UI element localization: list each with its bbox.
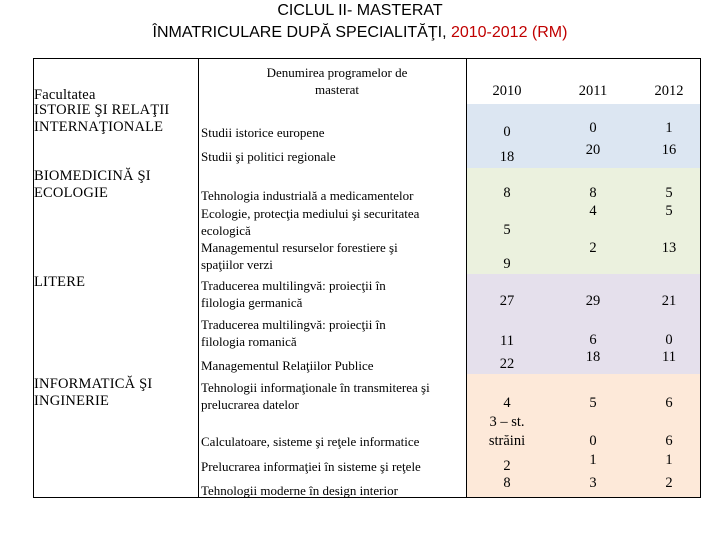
- cell-2011: 2: [589, 240, 597, 256]
- cell-2012: 2: [665, 475, 673, 491]
- program-row: Tehnologii moderne în design interior: [201, 483, 398, 498]
- cell-2011: 6: [589, 332, 597, 348]
- grid-line: [198, 58, 199, 498]
- cell-2012: 1: [665, 120, 673, 136]
- cell-2010: 11: [500, 333, 514, 349]
- cell-2010-note: 3 – st. străini: [488, 414, 526, 449]
- program-row: Traducerea multilingvă: proiecţii în filologia romanică: [201, 317, 386, 349]
- header-year-2011: 2011: [578, 83, 608, 99]
- cell-2011: 18: [585, 349, 601, 365]
- program-row: Studii şi politici regionale: [201, 149, 336, 164]
- cell-2010: 22: [499, 356, 515, 372]
- cell-2011: 3: [589, 475, 597, 491]
- program-row: Managementul Relaţiilor Publice: [201, 358, 374, 373]
- cell-2011: 0: [589, 120, 597, 136]
- cell-2011: 20: [585, 142, 601, 158]
- cell-2010: 9: [503, 256, 511, 272]
- title-line-2: [0, 24, 720, 42]
- cell-2011: 29: [585, 293, 601, 309]
- program-row: Traducerea multilingvă: proiecţii în filologia germanică: [201, 278, 386, 310]
- cell-2010: 18: [499, 149, 515, 165]
- faculty-biomedicina: BIOMEDICINĂ ŞI ECOLOGIE: [34, 168, 151, 201]
- cell-2010: 0: [503, 124, 511, 140]
- cell-2010: 8: [503, 185, 511, 201]
- header-faculty: Facultatea: [34, 87, 96, 103]
- title-line-2-text: ÎNMATRICULARE DUPĂ SPECIALITĂŢI,: [152, 24, 451, 41]
- cell-2012: 5: [665, 203, 673, 219]
- header-year-2010: 2010: [492, 83, 522, 99]
- cell-2012: 5: [665, 185, 673, 201]
- header-year-2012: 2012: [654, 83, 684, 99]
- program-row: Calculatoare, sisteme şi reţele informatice: [201, 434, 420, 449]
- grid-line: [700, 58, 701, 498]
- cell-2012: 11: [662, 349, 676, 365]
- faculty-istorie: ISTORIE ŞI RELAŢII INTERNAŢIONALE: [34, 102, 170, 135]
- cell-2010: 5: [503, 222, 511, 238]
- cell-2012: 6: [665, 433, 673, 449]
- faculty-informatica: INFORMATICĂ ŞI INGINERIE: [34, 376, 153, 409]
- cell-2011: 1: [589, 452, 597, 468]
- cell-2012: 6: [665, 395, 673, 411]
- faculty-litere: LITERE: [34, 274, 86, 290]
- program-row: Ecologie, protecţia mediului şi securitatea ecologică: [201, 206, 420, 238]
- title-years: 2010-2012 (RM): [450, 24, 568, 41]
- program-row: Tehnologia industrială a medicamentelor: [201, 188, 414, 203]
- cell-2010: 27: [499, 293, 515, 309]
- program-row: Studii istorice europene: [201, 125, 325, 140]
- cell-2011: 0: [589, 433, 597, 449]
- cell-2010: 2: [503, 458, 511, 474]
- header-programs: Denumirea programelor de masterat: [266, 65, 408, 97]
- grid-line: [33, 58, 701, 59]
- program-row: Tehnologii informaţionale în transmiterea şi prelucrarea datelor: [201, 380, 430, 412]
- program-row: Prelucrarea informaţiei în sisteme şi reţele: [201, 459, 421, 474]
- cell-2011: 5: [589, 395, 597, 411]
- cell-2011: 8: [589, 185, 597, 201]
- cell-2012: 0: [665, 332, 673, 348]
- cell-2012: 16: [661, 142, 677, 158]
- cell-2010: 8: [503, 475, 511, 491]
- cell-2012: 1: [665, 452, 673, 468]
- cell-2012: 21: [661, 293, 677, 309]
- cell-2011: 4: [589, 203, 597, 219]
- program-row: Managementul resurselor forestiere şi spaţiilor verzi: [201, 240, 398, 272]
- title-line-1: CICLUL II- MASTERAT: [277, 2, 443, 19]
- cell-2010: 4: [503, 395, 511, 411]
- cell-2012: 13: [661, 240, 677, 256]
